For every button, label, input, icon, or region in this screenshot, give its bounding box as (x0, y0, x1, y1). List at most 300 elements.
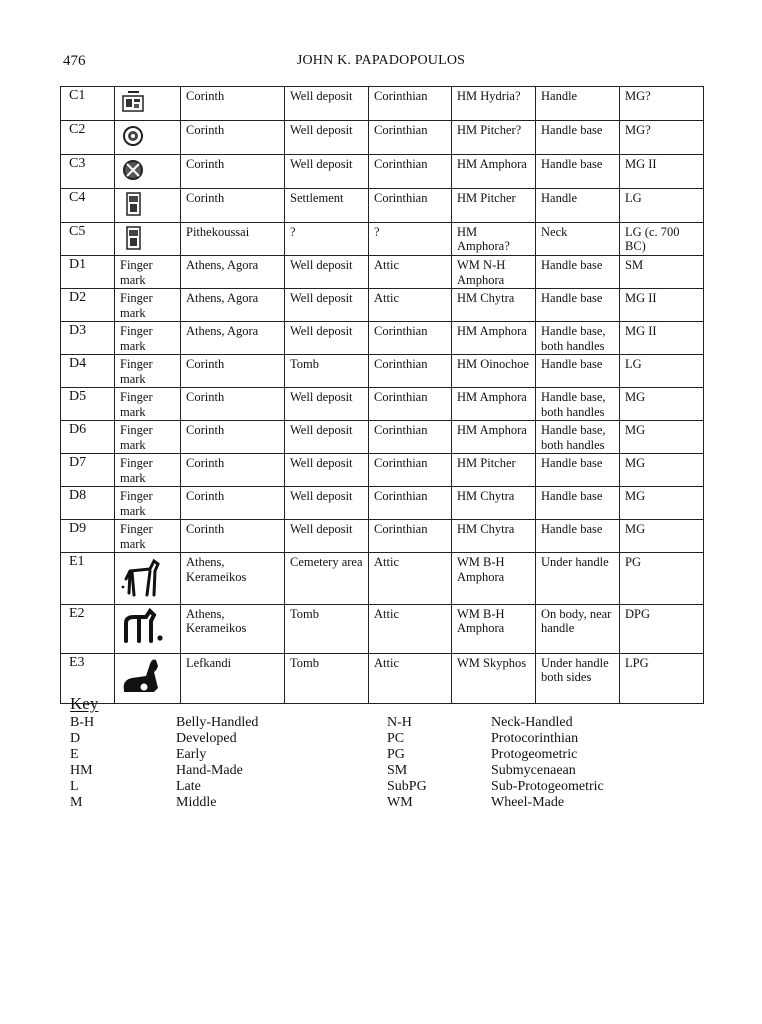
cell-position (536, 604, 620, 653)
key-meaning: Neck-Handled (491, 715, 573, 730)
cell-text: Finger mark (120, 390, 153, 419)
cell-text: Finger mark (120, 456, 153, 485)
cell-context (285, 322, 369, 355)
cell-text: LG (625, 190, 642, 205)
key-abbr: PC (387, 731, 405, 746)
table-row (61, 520, 704, 553)
cell-site (181, 520, 285, 553)
catalog-table (60, 86, 704, 704)
cell-text: Handle base (541, 357, 603, 371)
cell-shape (452, 520, 536, 553)
rectangular-seal-icon (120, 225, 176, 255)
cell-fabric (369, 222, 452, 256)
cell-id (61, 553, 115, 605)
key-abbr: SubPG (387, 779, 427, 794)
cell-text: Tomb (290, 357, 319, 371)
cell-text: Corinth (186, 423, 225, 437)
cell-mark (115, 355, 181, 388)
cell-site (181, 653, 285, 703)
cell-id (61, 454, 115, 487)
cell-mark (115, 188, 181, 222)
cell-position (536, 421, 620, 454)
cell-fabric (369, 388, 452, 421)
cell-text: Corinth (186, 157, 225, 171)
table-row (61, 653, 704, 703)
cell-date (620, 289, 704, 322)
cell-fabric (369, 553, 452, 605)
cell-text: Corinth (186, 522, 225, 536)
cell-text: Handle base, both handles (541, 324, 606, 353)
cell-date (620, 322, 704, 355)
cell-text: Athens, Kerameikos (186, 606, 247, 635)
cell-position (536, 222, 620, 256)
cell-id (61, 355, 115, 388)
cell-text: MG II (625, 324, 657, 338)
cell-text: Corinthian (374, 522, 428, 536)
cell-text: Corinth (186, 123, 225, 137)
cell-position (536, 155, 620, 189)
key-abbr-col-2 (387, 715, 427, 811)
table-row (61, 421, 704, 454)
cell-text: Athens, Kerameikos (186, 555, 247, 584)
cell-text: On body, near handle (541, 606, 612, 635)
cell-context (285, 188, 369, 222)
cell-text: Well deposit (290, 157, 353, 171)
cell-position (536, 256, 620, 289)
cell-text: Corinthian (374, 357, 428, 371)
cell-text: Handle base (541, 123, 603, 137)
cell-text: Under handle (541, 555, 609, 569)
cell-text: D6 (69, 422, 87, 437)
key-abbr: WM (387, 795, 413, 810)
cell-text: D1 (69, 257, 87, 272)
cell-context (285, 388, 369, 421)
running-head: JOHN K. PAPADOPOULOS (296, 53, 466, 68)
table-row (61, 289, 704, 322)
cell-id (61, 604, 115, 653)
rectangular-seal-icon (120, 191, 176, 221)
cell-shape (452, 355, 536, 388)
cell-text: Handle base (541, 157, 603, 171)
table-row (61, 487, 704, 520)
cell-site (181, 87, 285, 121)
cell-site (181, 454, 285, 487)
cell-text: PG (625, 555, 641, 569)
cell-date (620, 653, 704, 703)
key-meaning-col-2 (491, 715, 604, 811)
cell-text: Handle base (541, 489, 603, 503)
cell-id (61, 322, 115, 355)
cell-date: LG (c. 700 BC) (620, 222, 704, 256)
cell-id (61, 188, 115, 222)
cell-context (285, 222, 369, 256)
cell-position (536, 653, 620, 703)
key-abbr-col-1 (70, 715, 94, 811)
cell-id (61, 289, 115, 322)
cell-text: MG (625, 456, 646, 470)
cell-text: C4 (69, 189, 86, 205)
cell-context (285, 553, 369, 605)
cell-shape (452, 322, 536, 355)
circular-seal-icon (120, 123, 176, 153)
cell-mark (115, 388, 181, 421)
cell-text: Finger mark (120, 357, 153, 386)
cell-fabric (369, 322, 452, 355)
cell-text: WM B-H Amphora (457, 606, 505, 635)
cell-text: Under handle both sides (541, 655, 609, 684)
cell-context (285, 289, 369, 322)
cell-text: MG? (625, 89, 651, 103)
cell-site (181, 553, 285, 605)
cell-id (61, 487, 115, 520)
cell-context (285, 520, 369, 553)
cell-position (536, 355, 620, 388)
cell-text: MG (625, 522, 646, 536)
cell-shape (452, 155, 536, 189)
cell-text: Handle base (541, 456, 603, 470)
cell-text: D7 (69, 455, 87, 470)
key-meaning: Developed (176, 731, 237, 746)
cell-text: Well deposit (290, 324, 353, 338)
cell-text: HM Amphora (457, 423, 527, 437)
cell-text: ? (290, 224, 296, 239)
cell-text: D9 (69, 521, 87, 536)
cell-text: Corinthian (374, 123, 428, 137)
key-meaning: Wheel-Made (491, 795, 565, 810)
cell-text: MG? (625, 123, 651, 137)
table-row (61, 388, 704, 421)
cell-text: Corinthian (374, 423, 428, 437)
table-row (61, 155, 704, 189)
cell-text: Finger mark (120, 489, 153, 518)
key-abbr: M (70, 795, 83, 810)
cell-mark (115, 653, 181, 703)
cell-text: D5 (69, 389, 87, 404)
key-meaning: Belly-Handled (176, 715, 259, 730)
cell-text: Finger mark (120, 258, 153, 287)
cell-text: Well deposit (290, 89, 353, 103)
cell-context (285, 355, 369, 388)
cell-text: Corinthian (374, 157, 428, 171)
table-row (61, 87, 704, 121)
cell-text: Well deposit (290, 390, 353, 404)
cell-mark (115, 289, 181, 322)
cell-text: Corinthian (374, 89, 428, 103)
cell-text: Attic (374, 555, 399, 569)
cell-text: Corinthian (374, 190, 428, 205)
cell-id (61, 155, 115, 189)
stamp-seal-icon (120, 89, 176, 119)
cell-id (61, 421, 115, 454)
cell-date (620, 256, 704, 289)
cell-site (181, 355, 285, 388)
cell-shape (452, 222, 536, 256)
cell-id (61, 87, 115, 121)
cell-text: E1 (69, 554, 85, 569)
cell-fabric (369, 256, 452, 289)
cell-site (181, 604, 285, 653)
cell-fabric (369, 604, 452, 653)
cell-text: Tomb (290, 606, 319, 621)
cell-text: Corinth (186, 89, 225, 103)
cell-position (536, 322, 620, 355)
cell-text: LG (625, 357, 642, 371)
table-row (61, 604, 704, 653)
cell-text: Well deposit (290, 258, 353, 272)
cell-date (620, 553, 704, 605)
cell-text: C1 (69, 88, 86, 103)
cell-text: Finger mark (120, 291, 153, 320)
cell-text: Neck (541, 224, 568, 239)
seated-animal-icon (120, 656, 176, 700)
key-meaning: Sub-Protogeometric (491, 779, 604, 794)
cell-text: Attic (374, 258, 399, 272)
cell-text: LPG (625, 655, 649, 670)
cell-position (536, 188, 620, 222)
cell-text: Pithekoussai (186, 224, 250, 239)
cell-mark (115, 553, 181, 605)
cell-text: Finger mark (120, 423, 153, 452)
cell-context (285, 487, 369, 520)
cell-date (620, 188, 704, 222)
cell-text: Corinth (186, 190, 225, 205)
cell-mark (115, 421, 181, 454)
cell-mark (115, 454, 181, 487)
cell-id (61, 256, 115, 289)
cell-fabric (369, 487, 452, 520)
circular-cross-seal-icon (120, 157, 176, 187)
cell-text: Lefkandi (186, 655, 232, 670)
cell-date (620, 355, 704, 388)
cell-id (61, 520, 115, 553)
cell-context (285, 121, 369, 155)
cell-text: Finger mark (120, 324, 153, 353)
cell-context (285, 256, 369, 289)
cell-site (181, 256, 285, 289)
cell-text: HM Amphora (457, 324, 527, 338)
cell-text: C5 (69, 223, 86, 239)
key-abbr: D (70, 731, 81, 746)
key-meaning: Protogeometric (491, 747, 578, 762)
cell-fabric (369, 289, 452, 322)
cell-mark (115, 222, 181, 256)
key-abbr: HM (70, 763, 93, 778)
cell-date (620, 155, 704, 189)
cell-text: HM Chytra (457, 489, 515, 503)
cell-site (181, 155, 285, 189)
cell-position (536, 553, 620, 605)
cell-text: Well deposit (290, 456, 353, 470)
cell-mark (115, 487, 181, 520)
cell-mark (115, 155, 181, 189)
cell-text: HM Pitcher? (457, 123, 522, 137)
cell-position (536, 388, 620, 421)
cell-text: MG II (625, 291, 657, 305)
cell-text: Well deposit (290, 123, 353, 137)
cell-fabric (369, 188, 452, 222)
cell-mark (115, 256, 181, 289)
cell-text: Well deposit (290, 522, 353, 536)
cell-context (285, 421, 369, 454)
cell-mark (115, 520, 181, 553)
cell-text: HM Oinochoe (457, 357, 529, 371)
cell-text: E2 (69, 605, 85, 621)
cell-text: Handle base (541, 291, 603, 305)
cell-text: Well deposit (290, 423, 353, 437)
cell-text: Handle base (541, 522, 603, 536)
key-abbr: E (70, 747, 79, 762)
cell-text: WM Skyphos (457, 655, 527, 670)
cell-shape (452, 388, 536, 421)
cell-text: HM Hydria? (457, 89, 521, 103)
cell-text: HM Chytra (457, 291, 515, 305)
key-abbr: SM (387, 763, 408, 778)
table-row (61, 322, 704, 355)
cell-text: Cemetery area (290, 555, 363, 569)
cell-mark (115, 121, 181, 155)
table-row (61, 121, 704, 155)
key-meaning-col-1 (176, 715, 258, 811)
cell-text: Corinthian (374, 489, 428, 503)
cell-text: E3 (69, 654, 85, 670)
cell-text: Tomb (290, 655, 319, 670)
table-row (61, 188, 704, 222)
cell-position (536, 520, 620, 553)
cell-site (181, 289, 285, 322)
cell-text: Corinth (186, 456, 225, 470)
table-row (61, 355, 704, 388)
cell-position (536, 487, 620, 520)
key-abbr: N-H (387, 715, 412, 730)
cell-text: HM Chytra (457, 522, 515, 536)
cell-text: Corinth (186, 390, 225, 404)
cell-shape (452, 87, 536, 121)
cell-id (61, 388, 115, 421)
cell-position (536, 87, 620, 121)
cell-text: Corinthian (374, 390, 428, 404)
key-abbr: B-H (70, 715, 95, 730)
cell-fabric (369, 155, 452, 189)
cell-shape (452, 604, 536, 653)
cell-text: HM Amphora? (457, 224, 510, 253)
horse-figure-icon (120, 555, 176, 603)
cell-text: Attic (374, 606, 399, 621)
key-meaning: Late (176, 779, 201, 794)
cell-context (285, 604, 369, 653)
cell-text: Handle (541, 89, 578, 103)
cell-text: SM (625, 258, 644, 272)
cell-text: Corinth (186, 357, 225, 371)
cell-text: Corinth (186, 489, 225, 503)
cell-text: Handle (541, 190, 578, 205)
cell-shape (452, 188, 536, 222)
cell-text: Athens, Agora (186, 291, 259, 305)
cell-mark (115, 604, 181, 653)
cell-site (181, 121, 285, 155)
cell-date (620, 520, 704, 553)
cell-shape (452, 256, 536, 289)
cell-text: HM Pitcher (457, 456, 516, 470)
cell-site (181, 188, 285, 222)
cell-text: Athens, Agora (186, 258, 259, 272)
cell-fabric (369, 653, 452, 703)
cell-text: MG (625, 489, 646, 503)
cell-text: D3 (69, 323, 87, 338)
cell-shape (452, 553, 536, 605)
cell-date (620, 388, 704, 421)
key-abbr: L (70, 779, 79, 794)
cell-text: Athens, Agora (186, 324, 259, 338)
cell-text: ? (374, 224, 380, 239)
cell-mark (115, 87, 181, 121)
cell-shape (452, 454, 536, 487)
table-row (61, 222, 704, 256)
cell-id (61, 121, 115, 155)
cell-text: Attic (374, 655, 399, 670)
cell-text: Well deposit (290, 489, 353, 503)
table-row (61, 256, 704, 289)
cell-fabric (369, 520, 452, 553)
key-meaning: Hand-Made (176, 763, 243, 778)
cell-position (536, 121, 620, 155)
cell-text: HM Pitcher (457, 190, 516, 205)
cell-date (620, 604, 704, 653)
cell-text: Handle base, both handles (541, 390, 606, 419)
cell-shape (452, 487, 536, 520)
table-row (61, 553, 704, 605)
cell-text: C2 (69, 122, 86, 137)
cell-date (620, 454, 704, 487)
cell-date (620, 421, 704, 454)
cell-site (181, 487, 285, 520)
cell-text: Corinthian (374, 324, 428, 338)
cell-text: MG (625, 390, 646, 404)
cell-text: WM B-H Amphora (457, 555, 505, 584)
cell-context (285, 454, 369, 487)
cell-text: Corinthian (374, 456, 428, 470)
cell-text: MG II (625, 157, 657, 171)
key-meaning: Middle (176, 795, 217, 810)
key-meaning: Early (176, 747, 207, 762)
animal-figure-icon (120, 607, 176, 651)
cell-text: DPG (625, 606, 651, 621)
cell-text: C3 (69, 156, 86, 171)
cell-date (620, 87, 704, 121)
cell-text: Well deposit (290, 291, 353, 305)
cell-fabric (369, 454, 452, 487)
cell-position (536, 289, 620, 322)
cell-mark (115, 322, 181, 355)
key-meaning: Submycenaean (491, 763, 576, 778)
cell-text: MG (625, 423, 646, 437)
key-abbr: PG (387, 747, 405, 762)
cell-text: D8 (69, 488, 87, 503)
cell-context (285, 87, 369, 121)
cell-context (285, 653, 369, 703)
cell-text: D2 (69, 290, 87, 305)
cell-fabric (369, 87, 452, 121)
cell-fabric (369, 121, 452, 155)
cell-site (181, 322, 285, 355)
page-number: 476 (63, 53, 86, 69)
cell-date (620, 487, 704, 520)
cell-position (536, 454, 620, 487)
cell-shape (452, 289, 536, 322)
cell-site (181, 222, 285, 256)
cell-text: Settlement (290, 190, 344, 205)
cell-id (61, 222, 115, 256)
cell-fabric (369, 421, 452, 454)
